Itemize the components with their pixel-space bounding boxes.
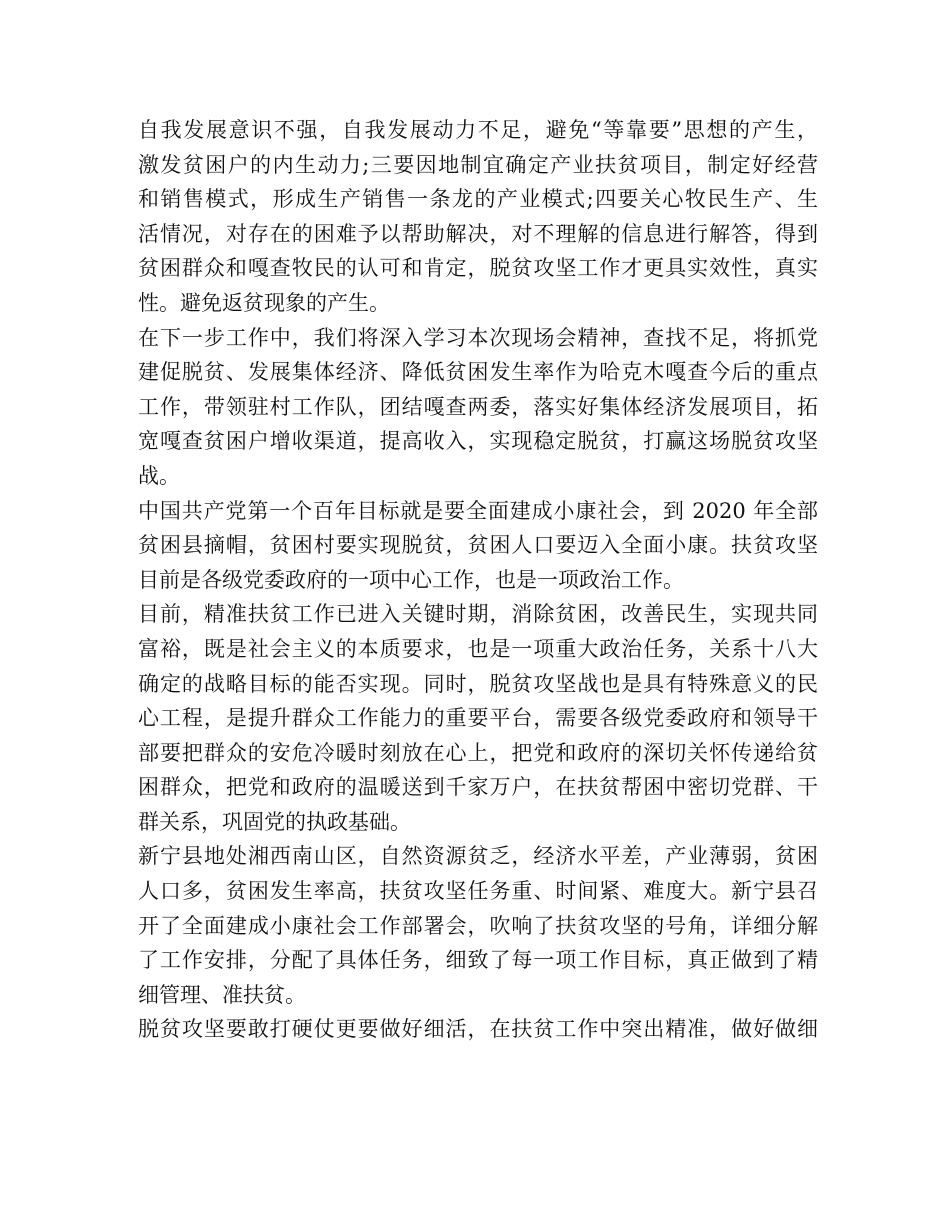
text-line: 中国共产党第一个百年目标就是要全面建成小康社会，到 2020 年全部	[138, 498, 818, 523]
text-line: 部要把群众的安危冷暖时刻放在心上，把党和政府的深切关怀传递给贫	[138, 740, 818, 765]
text-line: 贫困群众和嘎查牧民的认可和肯定，脱贫攻坚工作才更具实效性，真实	[138, 256, 818, 281]
text-line: 群关系，巩固党的执政基础。	[138, 809, 411, 834]
text-line: 在下一步工作中，我们将深入学习本次现场会精神，查找不足，将抓党	[138, 325, 818, 350]
text-line: 激发贫困户的内生动力;三要因地制宜确定产业扶贫项目，制定好经营	[138, 152, 818, 177]
text-line: 人口多，贫困发生率高，扶贫攻坚任务重、时间紧、难度大。新宁县召	[138, 879, 818, 904]
text-line: 确定的战略目标的能否实现。同时，脱贫攻坚战也是具有特殊意义的民	[138, 671, 818, 696]
text-line: 和销售模式，形成生产销售一条龙的产业模式;四要关心牧民生产、生	[138, 187, 818, 212]
text-line: 脱贫攻坚要敢打硬仗更要做好细活，在扶贫工作中突出精准，做好做细	[138, 1017, 818, 1042]
text-line: 了工作安排，分配了具体任务，细致了每一项工作目标，真正做到了精	[138, 948, 818, 973]
text-line: 新宁县地处湘西南山区，自然资源贫乏，经济水平差，产业薄弱，贫困	[138, 844, 818, 869]
text-line: 细管理、准扶贫。	[138, 982, 306, 1007]
text-line: 自我发展意识不强，自我发展动力不足，避免“等靠要”思想的产生，	[138, 118, 818, 142]
text-line: 贫困县摘帽，贫困村要实现脱贫，贫困人口要迈入全面小康。扶贫攻坚	[138, 533, 818, 558]
text-line: 性。避免返贫现象的产生。	[138, 290, 390, 315]
text-line: 开了全面建成小康社会工作部署会，吹响了扶贫攻坚的号角，详细分解	[138, 913, 818, 938]
text-line: 活情况，对存在的困难予以帮助解决，对不理解的信息进行解答，得到	[138, 221, 818, 246]
text-line: 目前，精准扶贫工作已进入关键时期，消除贫困，改善民生，实现共同	[138, 602, 818, 627]
text-line: 心工程，是提升群众工作能力的重要平台，需要各级党委政府和领导干	[138, 706, 818, 731]
text-line: 富裕，既是社会主义的本质要求，也是一项重大政治任务，关系十八大	[138, 636, 818, 661]
text-line: 建促脱贫、发展集体经济、降低贫困发生率作为哈克木嘎查今后的重点	[138, 360, 818, 385]
document-body	[138, 113, 818, 1047]
text-line: 宽嘎查贫困户增收渠道，提高收入，实现稳定脱贫，打赢这场脱贫攻坚	[138, 429, 818, 454]
text-line: 工作，带领驻村工作队，团结嘎查两委，落实好集体经济发展项目，拓	[138, 394, 818, 419]
text-line: 目前是各级党委政府的一项中心工作，也是一项政治工作。	[138, 567, 684, 592]
text-line: 困群众，把党和政府的温暖送到千家万户，在扶贫帮困中密切党群、干	[138, 775, 818, 800]
text-line: 战。	[138, 463, 180, 488]
